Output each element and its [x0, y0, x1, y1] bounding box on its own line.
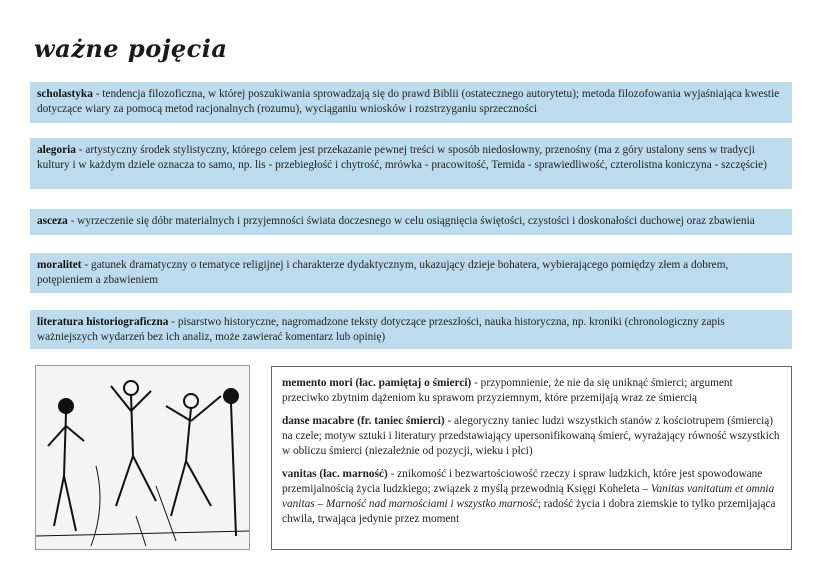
term: danse macabre (fr. taniec śmierci) — [282, 415, 445, 427]
page-title: ważne pojęcia — [34, 34, 228, 63]
vanitas-entry — [282, 467, 781, 527]
definition: - gatunek dramatyczny o tematyce religijnej i charakterze dydaktycznym, ukazujący dzieje bohatera, wybierającego pomiędzy złem a dobrem, potępieniem a zbawieniem — [37, 259, 729, 286]
definition: - znikomość i bezwartościowość rzeczy i spraw ludzkich, które jest spowodowane przemijalnością życia ludzkiego; związek z myślą przewodnią Księgi Koheleta – — [282, 468, 763, 495]
term: moralitet — [37, 259, 82, 271]
definition: - artystyczny środek stylistyczny, którego celem jest przekazanie pewnej treści w sposób niedosłowny, przenośny (ma z góry ustalony sens w tradycji kultury i w każdym dziele oznacza to samo, np. lis - przebiegłość i chytrość, mrówka - pracowitość, Temida - sprawiedliwość, czterolistna koniczyna - szczęście) — [37, 144, 767, 171]
term: alegoria — [37, 144, 76, 156]
danse-macabre-illustration — [35, 365, 250, 550]
term-box-asceza — [30, 209, 792, 235]
definition: - wyrzeczenie się dóbr materialnych i przyjemności świata doczesnego w celu osiągnięcia świętości, czystości i doskonałości duchowej oraz zbawienia — [67, 215, 755, 227]
term: asceza — [37, 215, 68, 227]
definition: - alegoryczny taniec ludzi wszystkich stanów z kościotrupem (śmiercią) na czele; motyw sztuki i literatury przedstawiający upersonifikowaną śmierć, wyrażający równość wszystkich w obliczu śmierci (niezależnie od pozycji, wieku i płci) — [282, 415, 780, 457]
term: literatura historiograficzna — [37, 316, 169, 328]
definition-continued: ; radość życia i dobra ziemskie to tylko przemijająca chwila, trwająca jedynie przez moment — [282, 498, 776, 525]
definitions-frame — [271, 366, 792, 550]
term: vanitas (łac. marność) — [282, 468, 388, 480]
term: memento mori (łac. pamiętaj o śmierci) — [282, 377, 472, 389]
definition: - przypomnienie, że nie da się uniknąć śmierci; argument przeciwko zbytnim dążeniom ku sprawom przyziemnym, które przemijają wraz ze śmiercią — [282, 377, 733, 404]
memento-mori-entry — [282, 376, 781, 406]
term: scholastyka — [37, 88, 93, 100]
latin-quote: Vanitas vanitatum et omnia vanitas – Marność nad marnościami i wszystko marność — [282, 483, 775, 510]
term-box-scholastyka — [30, 82, 792, 123]
definition: - pisarstwo historyczne, nagromadzone teksty dotyczące przeszłości, nauka historyczna, np. kroniki (chronologiczny zapis ważniejszych wydarzeń bez ich analiz, może zawierać komentarz lub opinię) — [37, 316, 725, 343]
term-box-literatura — [30, 310, 792, 349]
term-box-moralitet — [30, 253, 792, 293]
definition: - tendencja filozoficzna, w której poszukiwania sprowadzają się do prawd Biblii (ostatecznego autorytetu); metoda filozofowania wyjaśniająca kwestie dotyczące wiary za pomocą metod racjonalnych (rozumu), wyciąganiu wniosków i rozstrzyganiu sprzeczności — [37, 88, 780, 115]
term-box-alegoria — [30, 138, 792, 189]
danse-macabre-entry — [282, 414, 781, 459]
